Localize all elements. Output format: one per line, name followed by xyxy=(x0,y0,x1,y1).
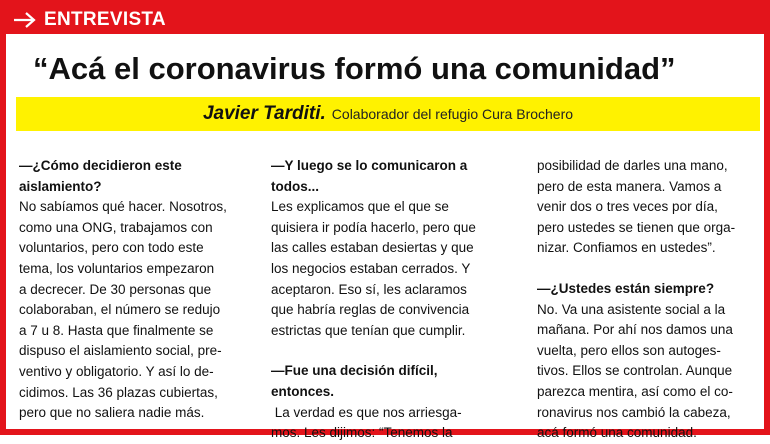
text-line: dispuso el aislamiento social, pre- xyxy=(19,343,222,359)
text-line: mañana. Por ahí nos damos una xyxy=(537,322,733,338)
text-line: ventivo y obligatorio. Y así lo de- xyxy=(19,363,214,379)
text-line: —¿Ustedes están siempre? xyxy=(537,280,715,296)
interview-question xyxy=(537,279,770,300)
interview-question xyxy=(19,156,259,197)
text-line: pero que no saliera nadie más. xyxy=(19,405,205,421)
text-line: No sabíamos qué hacer. Nosotros, xyxy=(19,199,227,215)
text-line: los negocios estaban cerrados. Y xyxy=(271,260,471,276)
text-line: posibilidad de darles una mano, xyxy=(537,158,728,173)
text-line: aceptaron. Eso sí, les aclaramos xyxy=(271,281,467,297)
text-line: pero de esta manera. Vamos a xyxy=(537,178,722,194)
byline xyxy=(16,97,760,131)
interview-question xyxy=(271,361,511,402)
text-column-3 xyxy=(537,156,770,444)
text-line: aislamiento? xyxy=(19,178,102,194)
section-label: ENTREVISTA xyxy=(44,9,166,30)
byline-name: Javier Tarditi. xyxy=(202,103,326,124)
text-line: —Y luego se lo comunicaron a xyxy=(271,158,468,173)
interview-answer xyxy=(537,300,770,444)
text-line: tema, los voluntarios empezaron xyxy=(19,260,215,276)
arrow-right-icon xyxy=(12,10,38,30)
text-line: a 7 u 8. Hasta que finalmente se xyxy=(19,322,214,338)
text-line: acá formó una comunidad. xyxy=(537,425,697,441)
text-line: —Fue una decisión difícil, xyxy=(271,363,438,379)
text-line: Les explicamos que el que se xyxy=(271,199,449,215)
text-line: estrictas que tenían que cumplir. xyxy=(271,322,466,338)
byline-role: Colaborador del refugio Cura Brochero xyxy=(331,106,574,122)
text-line: colaboraban, el número se redujo xyxy=(19,302,221,318)
interview-question xyxy=(271,156,511,197)
text-line: No. Va una asistente social a la xyxy=(537,301,726,317)
text-line: a decrecer. De 30 personas que xyxy=(19,281,212,297)
text-line: venir dos o tres veces por día, xyxy=(537,199,718,215)
text-line: La verdad es que nos arriesga- xyxy=(271,404,462,420)
text-line: tivos. Ellos se controlan. Aunque xyxy=(537,363,733,379)
paragraph-gap xyxy=(271,341,511,361)
headline: “Acá el coronavirus formó una comunidad” xyxy=(33,51,676,86)
section-bar xyxy=(6,6,764,34)
text-column-1 xyxy=(19,156,259,424)
text-line: todos... xyxy=(271,178,319,194)
text-line: quisiera ir podía hacerlo, pero que xyxy=(271,219,476,235)
paragraph-gap xyxy=(537,259,770,279)
text-line: ronavirus nos cambió la cabeza, xyxy=(537,404,731,420)
text-line: parezca mentira, así como el co- xyxy=(537,383,733,399)
text-line: las calles estaban desiertas y que xyxy=(271,240,474,256)
text-line: nizar. Confiamos en ustedes”. xyxy=(537,240,716,256)
text-line: como una ONG, trabajamos con xyxy=(19,219,213,235)
interview-answer xyxy=(537,156,770,259)
text-line: entonces. xyxy=(271,383,335,399)
text-line: voluntarios, pero con todo este xyxy=(19,240,204,256)
text-line: que habría reglas de convivencia xyxy=(271,302,470,318)
text-line: cidimos. Las 36 plazas cubiertas, xyxy=(19,384,218,400)
interview-answer xyxy=(271,403,511,444)
text-line: —¿Cómo decidieron este xyxy=(19,158,182,173)
interview-answer xyxy=(19,197,259,424)
interview-answer xyxy=(271,197,511,341)
text-column-2 xyxy=(271,156,511,444)
text-line: mos. Les dijimos: “Tenemos la xyxy=(271,425,453,441)
text-line: pero ustedes se tienen que orga- xyxy=(537,219,736,235)
text-line: vuelta, pero ellos son autoges- xyxy=(537,342,721,358)
